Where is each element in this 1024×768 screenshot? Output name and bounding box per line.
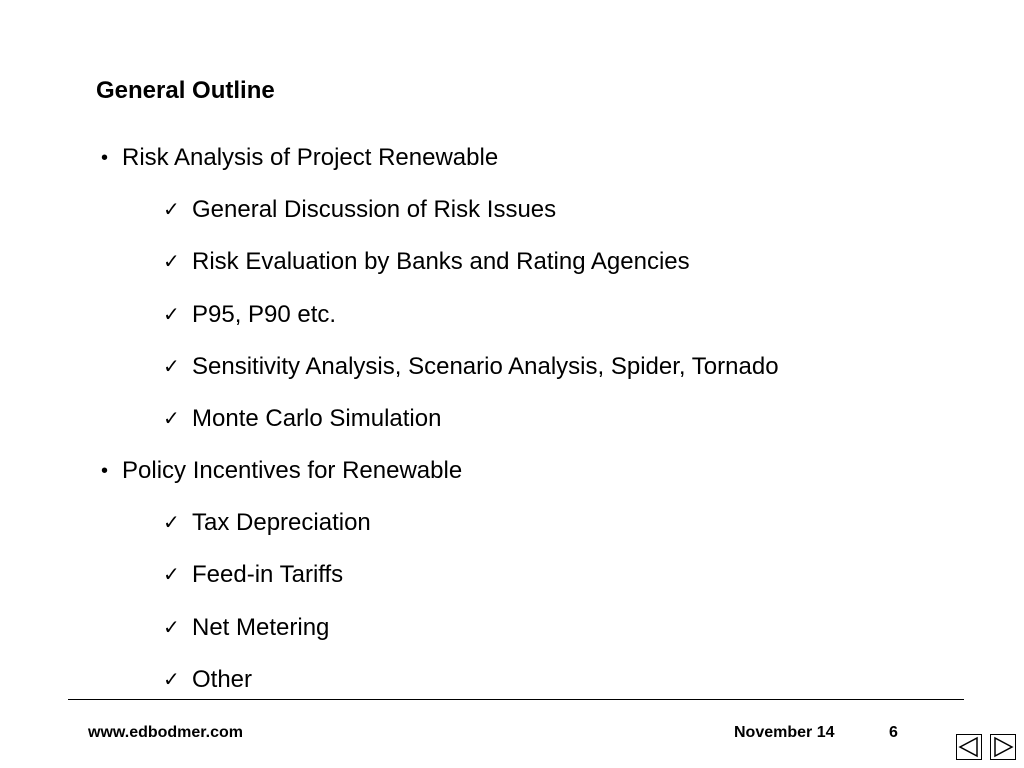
previous-slide-icon — [957, 735, 981, 759]
checkmark-icon: ✓ — [163, 408, 180, 430]
outline-section-policy-incentives — [101, 456, 463, 486]
outline-item-label: Monte Carlo Simulation — [192, 405, 442, 432]
outline-item — [163, 665, 253, 695]
outline-item — [163, 300, 337, 330]
outline-item-label: P95, P90 etc. — [192, 301, 337, 328]
footer-divider — [68, 699, 964, 700]
checkmark-icon: ✓ — [163, 669, 180, 691]
checkmark-icon: ✓ — [163, 617, 180, 639]
outline-item — [163, 247, 690, 277]
outline-item — [163, 560, 344, 590]
outline-item-label: Net Metering — [192, 614, 330, 641]
slide-title: General Outline — [96, 77, 275, 104]
outline-item — [163, 508, 371, 538]
checkmark-icon: ✓ — [163, 564, 180, 586]
bullet-icon: • — [101, 460, 109, 482]
checkmark-icon: ✓ — [163, 251, 180, 273]
next-slide-icon — [991, 735, 1015, 759]
outline-section-label: Risk Analysis of Project Renewable — [122, 144, 499, 171]
outline-section-risk-analysis — [101, 143, 499, 173]
footer-website: www.edbodmer.com — [88, 724, 243, 741]
checkmark-icon: ✓ — [163, 512, 180, 534]
outline-item — [163, 195, 557, 225]
bullet-icon: • — [101, 147, 109, 169]
outline-item-label: Risk Evaluation by Banks and Rating Agencies — [192, 248, 690, 275]
checkmark-icon: ✓ — [163, 304, 180, 326]
outline-item-label: Sensitivity Analysis, Scenario Analysis, Spider, Tornado — [192, 353, 779, 380]
outline-item — [163, 404, 442, 434]
checkmark-icon: ✓ — [163, 199, 180, 221]
next-slide-button[interactable] — [990, 734, 1016, 760]
outline-section-label: Policy Incentives for Renewable — [122, 457, 463, 484]
previous-slide-button[interactable] — [956, 734, 982, 760]
outline-item-label: Tax Depreciation — [192, 509, 371, 536]
outline-item-label: General Discussion of Risk Issues — [192, 196, 557, 223]
footer-date: November 14 — [734, 724, 835, 741]
outline-item-label: Other — [192, 666, 253, 693]
footer-page-number: 6 — [889, 724, 898, 741]
outline-item — [163, 613, 330, 643]
outline-item-label: Feed-in Tariffs — [192, 561, 344, 588]
outline-item — [163, 352, 779, 382]
checkmark-icon: ✓ — [163, 356, 180, 378]
